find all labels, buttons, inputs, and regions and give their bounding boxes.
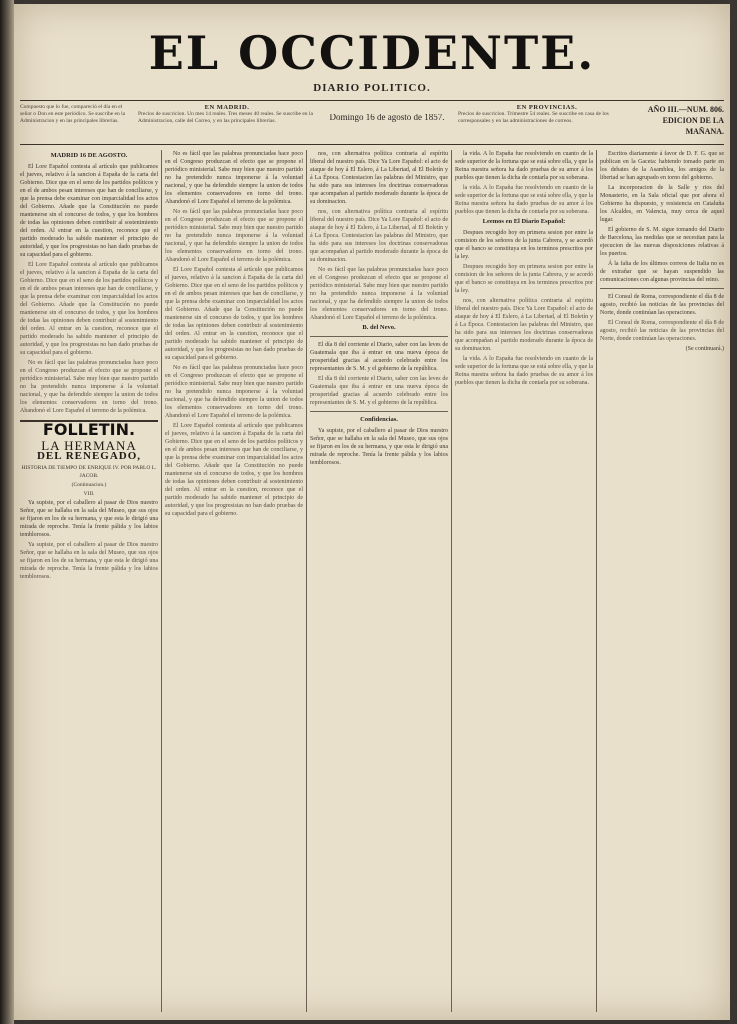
- column-1: [20, 150, 158, 1012]
- novel-chapter: VIII.: [83, 491, 95, 497]
- column-4-article-2-cont: Despues recogido hoy en primera sesion por entre la comision de los señores de la junta Cabrera, y se acordó que el banco se constituya en los terminos prescritos por la ley.: [455, 264, 593, 294]
- column-3-news-cont: El día 8 del corriente el Diario, saber con las leves de Guatemala que iba á entrar en una nueva época de prosperidad gracias al acuerdo celebrado entre los representantes de S. M. y el gobierno de la república.: [310, 376, 448, 406]
- column-1-article: El Lore Español contesta al artículo que publicamos el jueves, relativo á la sancion á España de la carta del Gobierno. Dice que en el seno de los partidos políticos y en el de ambos pesan intereses que han de conciliarse, y que la prensa debe examinar con imparcialidad los actos del Gobierno. Añade que la Constitución no puede mantenerse sin el concurso de todos, y que los hombres de todas las opiniones deben contribuir al sostenimiento del orden. Al entrar en la cuestion, reconoce que el partido moderado ha sabido mantener el principio de autoridad, y que los progresistas no han dado pruebas de su capacidad para el gobierno.: [20, 164, 158, 258]
- column-4-article-2: Despues recogido hoy en primera sesion por entre la comision de los señores de la junta Cabrera, y se acordó que el banco se constituya en los terminos prescritos por la ley.: [455, 230, 593, 260]
- header-rule-top: [20, 100, 724, 101]
- provincias-text: Precios de suscricion. Trimestre 54 reales. Se suscribe en casa de los corresponsales y en las administraciones de correos.: [458, 111, 609, 124]
- column-5-article-5-cont: El Consul de Roma, correspondiente el día 8 de agosto, recibió las noticias de las provincias del Norte, donde continúan las operaciones.: [600, 320, 724, 342]
- column-5-article-2: La incorporacion de la Salle y rios del Monasterio, en la Sala oficial que por ahora el Gobierno ha dispuesto, y resistencia en Cataluña los Alcaldes, en Valencia, muy cerca de aquel lugar.: [600, 185, 724, 223]
- issue-year-number: AÑO III.—NUM. 806.: [647, 105, 724, 114]
- publication-notice: Compuesto que lo fue, compareció el día en el señor o Don en este periódico. Se suscribe en la Administracion y en las principales librerías.: [20, 104, 126, 124]
- provincias-subscription: [458, 104, 636, 140]
- novel-text: Ya supiste, por el caballero al pasar de Dios nuestro Señor, que se hallaba en la sala del Museo, que sus ojos se fijaron en los de su hermana, y que esta le dirigió una mirada de reproche. Tenía la frente pálida y los labios temblorosos.: [20, 500, 158, 538]
- column-separator-4: [596, 150, 597, 1012]
- column-5-article: Escritos diariamente á favor de D. F. G. que se publican en la Gaceta: habiendo tomado parte en los debates de la Asamblea, los amigos de la libertad se han agrupado en torno del gobierno.: [600, 151, 724, 181]
- column-3: [310, 150, 448, 1012]
- masthead-title: EL OCCIDENTE.: [148, 26, 596, 80]
- column-1-article-cont: El Lore Español contesta al artículo que publicamos el jueves, relativo á la sancion á España de la carta del Gobierno. Dice que en el seno de los partidos políticos y en el de ambos pesan intereses que han de conciliarse, y que la prensa debe examinar con imparcialidad los actos del Gobierno. Añade que la Constitución no puede mantenerse sin el concurso de todos, y que los hombres de todas las opiniones deben contribuir al sostenimiento del orden. Al entrar en la cuestion, reconoce que el partido moderado ha sabido mantener el principio de autoridad, y que los progresistas no han dado pruebas de su capacidad para el gobierno.: [20, 262, 158, 356]
- novel-credit: HISTORIA DE TIEMPO DE ENRIQUE IV. POR PABLO L. JACOB.: [21, 465, 157, 479]
- column-3-article-cont-2: No es fácil que las palabras pronunciadas hace poco en el Congreso produzcan el efecto que se propone el periódico ministerial. Sabe muy bien que nuestro partido no ha pretendido nunca imponerse á la voluntad nacional, y que ha defendido siempre la union de todos los elementos conservadores en torno del trono. Abandonó el Lore Español el terreno de la polémica.: [310, 267, 448, 321]
- madrid-text: Precios de suscricion. Un mes 14 reales. Tres meses 40 reales. Se suscribe en la Administracion, calle del Correo, y en las principales librerías.: [138, 111, 313, 124]
- issue-date: Domingo 16 de agosto de 1857.: [329, 114, 445, 122]
- column-3-article: nos, con alternativa política contraria al espíritu liberal del nuestro país. Dice Ya Lore Español: el acto de ataque de hoy á El Eslero, á La Libertad, al El Boletín y á La Época. Contestacion las palabras del Ministro, que ha sido para sus intereses los doctrinas conservadoras que acompañan al partido moderado durante la época de su dominacion.: [310, 151, 448, 205]
- header-info-row: [20, 102, 724, 142]
- masthead-subtitle: DIARIO POLITICO.: [313, 82, 431, 94]
- column-5-article-5: El Consul de Roma, correspondiente el día 8 de agosto, recibió las noticias de las provincias del Norte, donde continúan las operaciones.: [600, 294, 724, 316]
- folletin-heading: FOLLETIN.: [42, 420, 136, 439]
- column-4-heading: Leemos en El Diario Español:: [482, 218, 566, 225]
- novel-continuation: (Continuacion.): [71, 482, 107, 488]
- column-3-rule: [310, 336, 448, 337]
- madrid-heading: EN MADRID.: [204, 104, 250, 111]
- column-5-article-3: El gobierno de S. M. sigue tomando del Diario de Barcelona, las medidas que se necesitan para la ejecucion de las nuevas disposiciones relativas á los puertos.: [600, 227, 724, 257]
- binding-spine: [0, 0, 14, 1024]
- column-3-article-cont: nos, con alternativa política contraria al espíritu liberal del nuestro país. Dice Ya Lore Español: el acto de ataque de hoy á El Eslero, á La Libertad, al El Boletín y á La Época. Contestacion las palabras del Ministro, que ha sido para sus intereses los doctrinas conservadoras que acompañan al partido moderado durante la época de su dominacion.: [310, 209, 448, 263]
- issue-edition: EDICION DE LA MAÑANA.: [662, 116, 724, 136]
- column-separator-2: [306, 150, 307, 1012]
- column-2-article: No es fácil que las palabras pronunciadas hace poco en el Congreso produzcan el efecto que se propone el periódico ministerial. Sabe muy bien que nuestro partido no ha pretendido nunca imponerse á la voluntad nacional, y que ha defendido siempre la union de todos los elementos conservadores en torno del trono. Abandonó el Lore Español el terreno de la polémica.: [165, 151, 303, 205]
- column-3-subheading: Confidencias.: [360, 416, 398, 423]
- novel-subtitle: DEL RENEGADO,: [36, 450, 142, 462]
- column-2: [165, 150, 303, 1012]
- column-2-article-cont-2: El Lore Español contesta al artículo que publicamos el jueves, relativo á la sancion á España de la carta del Gobierno. Dice que en el seno de los partidos políticos y en el de ambos pesan intereses que han de conciliarse, y que la prensa debe examinar con imparcialidad los actos del Gobierno. Añade que la Constitución no puede mantenerse sin el concurso de todos, y que los hombres de todas las opiniones deben contribuir al sostenimiento del orden. Al entrar en la cuestion, reconoce que el partido moderado ha sabido mantener el principio de autoridad, y que los progresistas no han dado pruebas de su capacidad para el gobierno.: [165, 267, 303, 361]
- column-1-article-cont-2: No es fácil que las palabras pronunciadas hace poco en el Congreso produzcan el efecto que se propone el periódico ministerial. Sabe muy bien que nuestro partido no ha pretendido nunca imponerse á la voluntad nacional, y que ha defendido siempre la union de todos los elementos conservadores en torno del trono. Abandonó el Lore Español el terreno de la polémica.: [20, 360, 158, 414]
- novel-title: LA HERMANA: [41, 438, 137, 453]
- column-4: [455, 150, 593, 1012]
- column-5-rule: [600, 288, 724, 289]
- header-rule-bottom: [20, 144, 724, 145]
- column-3-signature: B. del Nevo.: [362, 324, 396, 331]
- column-3-confidences: Ya supiste, por el caballero al pasar de Dios nuestro Señor, que se hallaba en la sala del Museo, que sus ojos se fijaron en los de su hermana, y que esta le dirigió una mirada de reproche. Tenía la frente pálida y los labios temblorosos.: [310, 428, 448, 466]
- column-4-article: la vida. A lo España fue resolviendo en cuanto de la sede superior de la fortuna que se está sobre ella, y que la Reina nuestra señora ha dado pruebas de su amor á los pueblos que tienen la dicha de contarla por su soberana.: [455, 151, 593, 181]
- column-separator-1: [161, 150, 162, 1012]
- column-4-article-cont: la vida. A lo España fue resolviendo en cuanto de la sede superior de la fortuna que se está sobre ella, y que la Reina nuestra señora ha dado pruebas de su amor á los pueblos que tienen la dicha de contarla por su soberana.: [455, 185, 593, 215]
- column-1-heading: MADRID 16 DE AGOSTO.: [50, 152, 128, 159]
- column-3-news: El día 8 del corriente el Diario, saber con las leves de Guatemala que iba á entrar en una nueva época de prosperidad gracias al acuerdo celebrado entre los representantes de S. M. y el gobierno de la república.: [310, 342, 448, 372]
- column-5-article-4: Á la falta de los últimos correos de Italia no es de extrañar que se hayan suspendido las comunicaciones con algunas provincias del reino.: [600, 261, 724, 283]
- column-5: [600, 150, 724, 1012]
- provincias-heading: EN PROVINCIAS.: [516, 104, 578, 111]
- column-4-article-2-cont-2: nos, con alternativa política contraria al espíritu liberal del nuestro país. Dice Ya Lore Español: el acto de ataque de hoy á El Eslero, á La Libertad, al El Boletín y á La Época. Contestacion las palabras del Ministro, que ha sido para sus intereses los doctrinas conservadoras que acompañan al partido moderado durante la época de su dominacion.: [455, 298, 593, 352]
- issue-number: [636, 104, 724, 140]
- madrid-subscription: [138, 104, 316, 140]
- column-2-article-cont: No es fácil que las palabras pronunciadas hace poco en el Congreso produzcan el efecto que se propone el periódico ministerial. Sabe muy bien que nuestro partido no ha pretendido nunca imponerse á la voluntad nacional, y que ha defendido siempre la union de todos los elementos conservadores en torno del trono. Abandonó el Lore Español el terreno de la polémica.: [165, 209, 303, 263]
- column-5-continuation: (Se continuará.): [685, 346, 724, 352]
- novel-text-cont: Ya supiste, por el caballero al pasar de Dios nuestro Señor, que se hallaba en la sala del Museo, que sus ojos se fijaron en los de su hermana, y que esta le dirigió una mirada de reproche. Tenía la frente pálida y los labios temblorosos.: [20, 542, 158, 580]
- column-2-article-cont-3: No es fácil que las palabras pronunciadas hace poco en el Congreso produzcan el efecto que se propone el periódico ministerial. Sabe muy bien que nuestro partido no ha pretendido nunca imponerse á la voluntad nacional, y que ha defendido siempre la union de todos los elementos conservadores en torno del trono. Abandonó el Lore Español el terreno de la polémica.: [165, 365, 303, 419]
- column-3-rule-2: [310, 411, 448, 412]
- column-separator-3: [451, 150, 452, 1012]
- column-4-article-2-cont-3: la vida. A lo España fue resolviendo en cuanto de la sede superior de la fortuna que se está sobre ella, y que la Reina nuestra señora ha dado pruebas de su amor á los pueblos que tienen la dicha de contarla por su soberana.: [455, 356, 593, 386]
- column-2-article-cont-4: El Lore Español contesta al artículo que publicamos el jueves, relativo á la sancion á España de la carta del Gobierno. Dice que en el seno de los partidos políticos y en el de ambos pesan intereses que han de conciliarse, y que la prensa debe examinar con imparcialidad los actos del Gobierno. Añade que la Constitución no puede mantenerse sin el concurso de todos, y que los hombres de todas las opiniones deben contribuir al sostenimiento del orden. Al entrar en la cuestion, reconoce que el partido moderado ha sabido mantener el principio de autoridad, y que los progresistas no han dado pruebas de su capacidad para el gobierno.: [165, 423, 303, 517]
- newspaper-page: [14, 4, 730, 1020]
